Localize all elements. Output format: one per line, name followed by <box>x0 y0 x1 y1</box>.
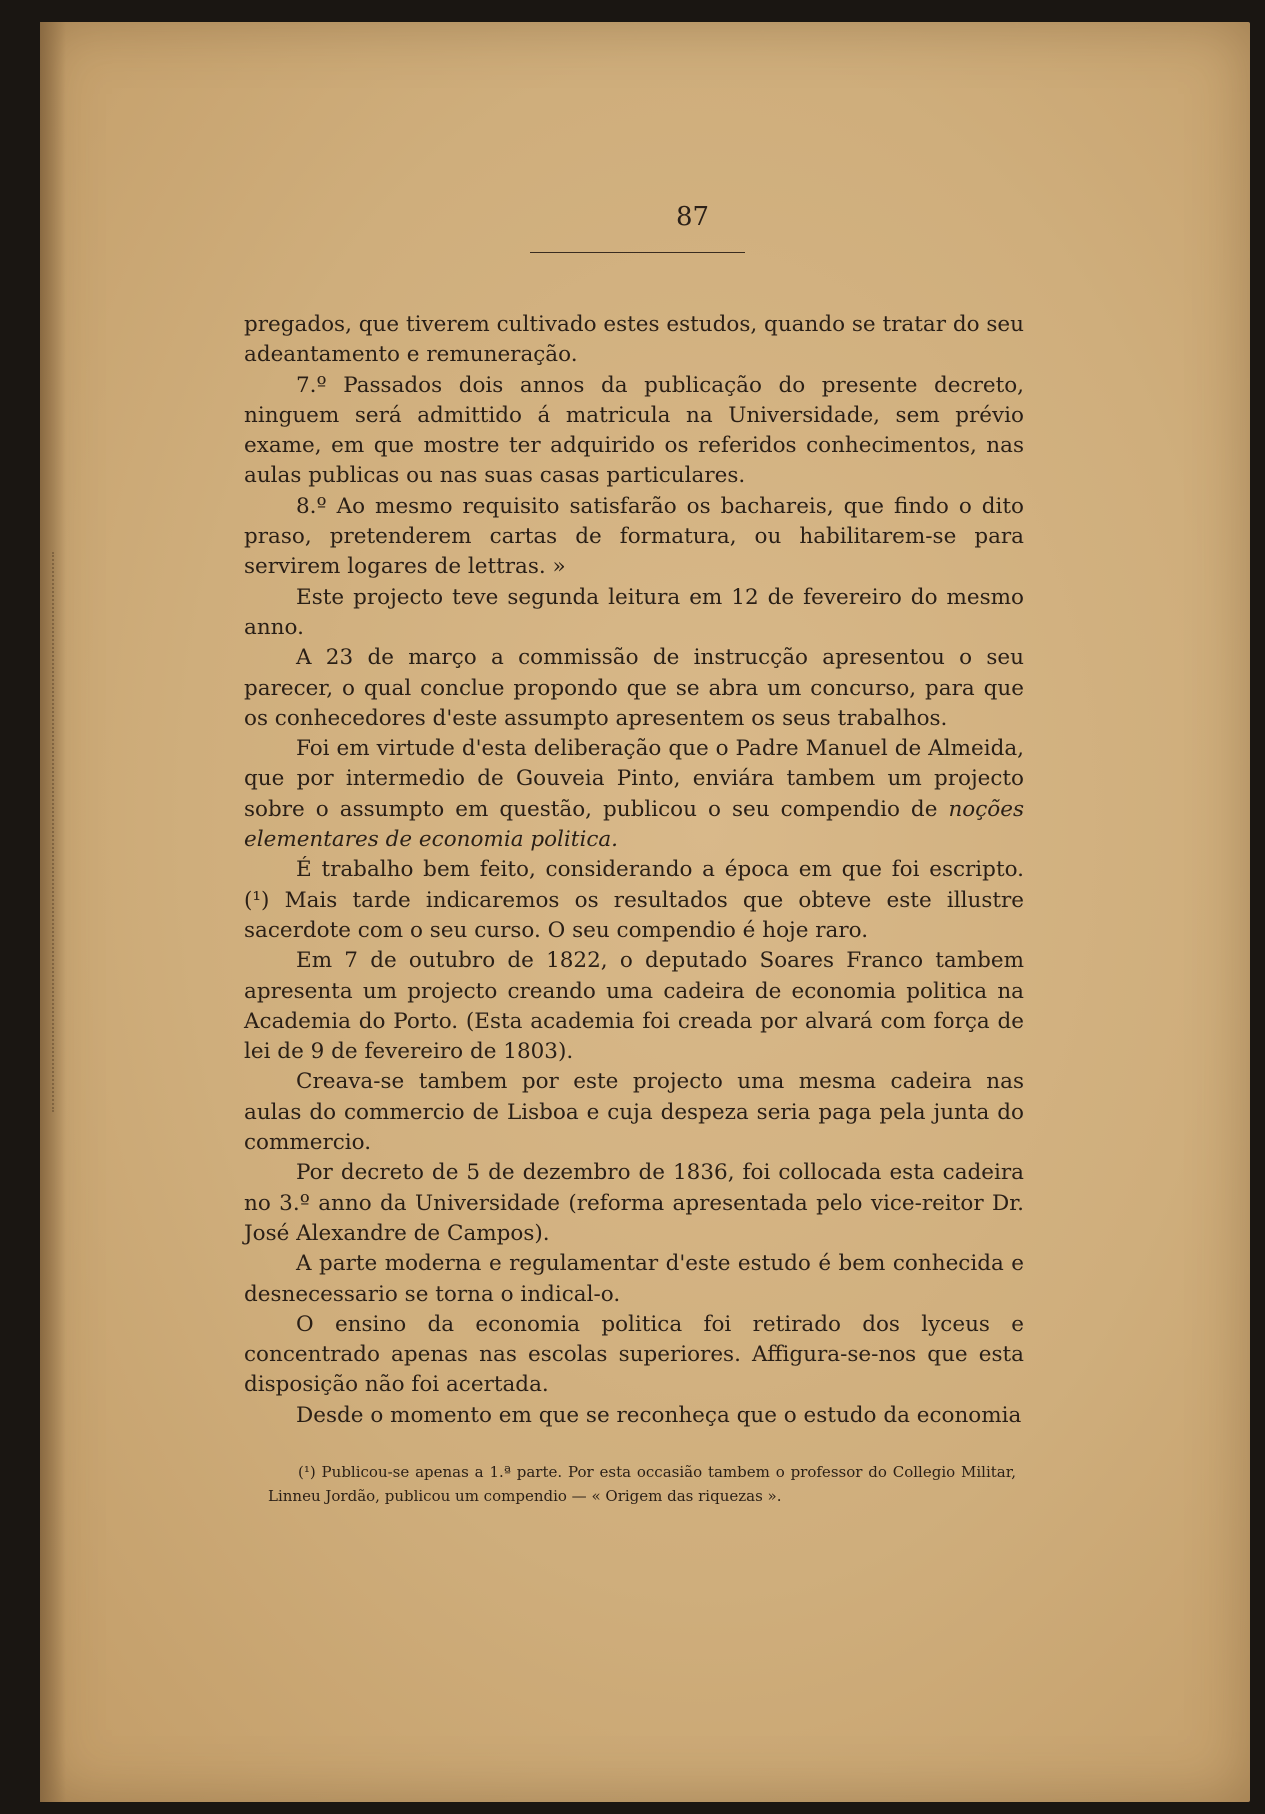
paragraph-3: 8.º Ao mesmo requisito satisfarão os bachareis, que findo o dito praso, pretenderem cartas de formatura, ou habilitarem-se para servirem logares de lettras. » <box>244 493 1024 580</box>
spine-binding-marks <box>52 552 58 1112</box>
paragraph-13: Desde o momento em que se reconheça que o estudo da economia <box>296 1402 1022 1428</box>
paragraph-4: Este projecto teve segunda leitura em 12 de fevereiro do mesmo anno. <box>244 584 1024 640</box>
paragraph-6-text: Foi em virtude d'esta deliberação que o Padre Manuel de Almeida, que por intermedio de Gouveia Pinto, enviára tambem um projecto sobre o assumpto em questão, publicou o seu compendio de <box>244 736 1024 822</box>
body-text <box>244 310 1024 1431</box>
paragraph-8: Em 7 de outubro de 1822, o deputado Soares Franco tambem apresenta um projecto creando uma cadeira de economia politica na Academia do Porto. (Esta academia foi creada por alvará com força de lei de 9 de fevereiro de 1803). <box>244 948 1024 1065</box>
paragraph-9: Creava-se tambem por este projecto uma mesma cadeira nas aulas do commercio de Lisboa e cuja despeza seria paga pela junta do commercio. <box>244 1069 1024 1156</box>
page-number: 87 <box>675 202 710 232</box>
paragraph-5: A 23 de março a commissão de instrucção apresentou o seu parecer, o qual conclue propondo que se abra um concurso, para que os conhecedores d'este assumpto apresentem os seus trabalhos. <box>244 645 1024 731</box>
paragraph-1: pregados, que tiverem cultivado estes estudos, quando se tratar do seu adeantamento e remuneração. <box>244 312 1024 368</box>
footnote-text: (¹) Publicou-se apenas a 1.ª parte. Por esta occasião tambem o professor do Collegio Militar, Linneu Jordão, publicou um compendio — « Origem das riquezas ». <box>268 1463 1016 1505</box>
paragraph-10: Por decreto de 5 de dezembro de 1836, foi collocada esta cadeira no 3.º anno da Universidade (reforma apresentada pelo vice-reitor Dr. José Alexandre de Campos). <box>244 1160 1024 1246</box>
paragraph-6-title: noções elementares de economia politica. <box>244 796 1024 853</box>
header-rule <box>530 252 745 253</box>
paragraph-6 <box>244 734 1024 855</box>
paragraph-11: A parte moderna e regulamentar d'este estudo é bem conhecida e desnecessario se torna o indical-o. <box>244 1251 1024 1307</box>
paragraph-7: É trabalho bem feito, considerando a época em que foi escripto. (¹) Mais tarde indicaremos os resultados que obteve este illustre sacerdote com o seu curso. O seu compendio é hoje raro. <box>244 857 1024 943</box>
paragraph-12: O ensino da economia politica foi retirado dos lyceus e concentrado apenas nas escolas superiores. Affigura-se-nos que esta disposição não foi acertada. <box>244 1311 1024 1398</box>
footnote <box>268 1460 1016 1508</box>
paragraph-2: 7.º Passados dois annos da publicação do presente decreto, ninguem será admittido á matricula na Universidade, sem prévio exame, em que mostre ter adquirido os referidos conhecimentos, nas aulas publicas ou nas suas casas particulares. <box>244 372 1024 489</box>
